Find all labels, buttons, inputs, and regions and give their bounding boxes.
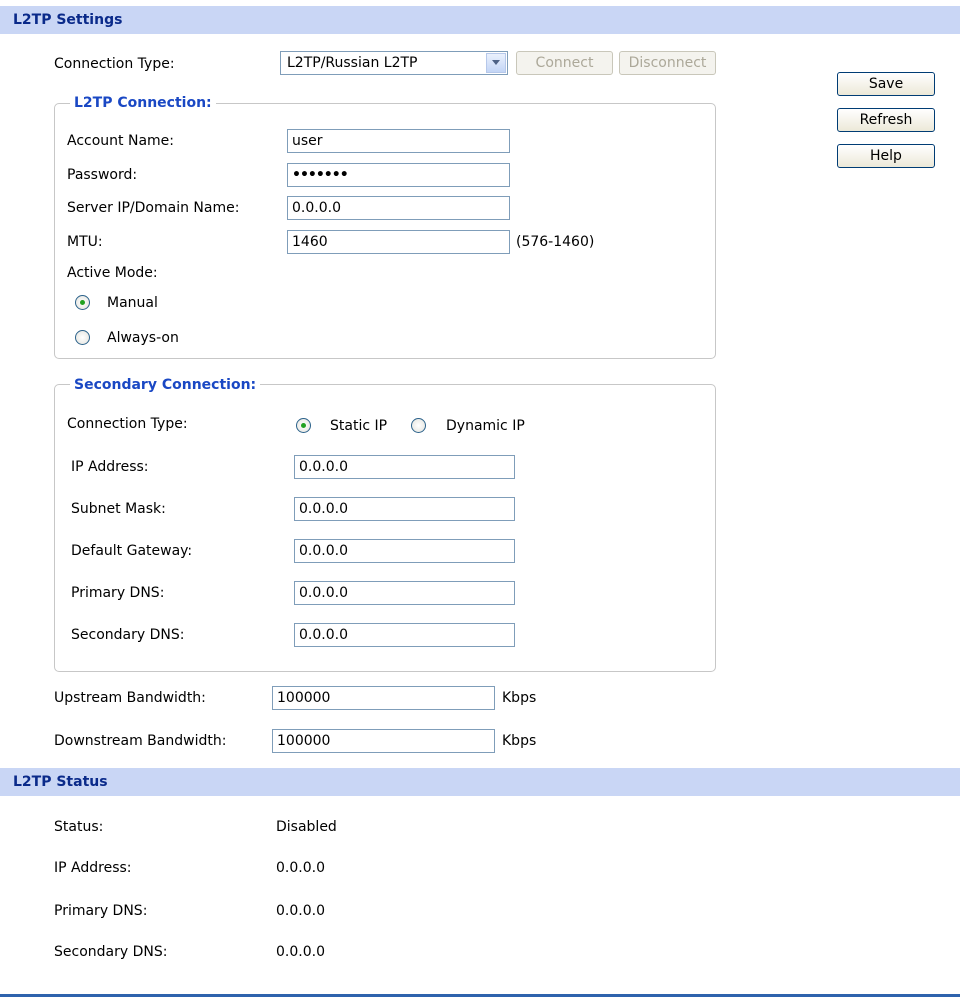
server-input[interactable]: 0.0.0.0 xyxy=(287,196,510,220)
disconnect-button[interactable]: Disconnect xyxy=(619,51,716,75)
status-value: Disabled xyxy=(276,819,337,835)
secondary-connection-type-label: Connection Type: xyxy=(67,416,188,432)
secondary-primary-dns-label: Primary DNS: xyxy=(71,585,165,601)
upstream-bandwidth-input[interactable]: 100000 xyxy=(272,686,495,710)
upstream-bandwidth-label: Upstream Bandwidth: xyxy=(54,690,206,706)
downstream-bandwidth-input[interactable]: 100000 xyxy=(272,729,495,753)
downstream-unit: Kbps xyxy=(502,733,537,749)
subnet-mask-label: Subnet Mask: xyxy=(71,501,166,517)
always-on-label: Always-on xyxy=(107,330,179,346)
downstream-bandwidth-label: Downstream Bandwidth: xyxy=(54,733,227,749)
help-button[interactable]: Help xyxy=(837,144,935,168)
secondary-primary-dns-input[interactable]: 0.0.0.0 xyxy=(294,581,515,605)
status-ip-address-label: IP Address: xyxy=(54,860,132,876)
mtu-label: MTU: xyxy=(67,234,103,250)
status-label: Status: xyxy=(54,819,104,835)
mtu-input[interactable]: 1460 xyxy=(287,230,510,254)
bottom-divider xyxy=(0,994,960,997)
default-gateway-label: Default Gateway: xyxy=(71,543,193,559)
password-label: Password: xyxy=(67,167,138,183)
static-ip-label: Static IP xyxy=(330,418,388,434)
chevron-down-icon xyxy=(486,53,506,73)
connection-type-select[interactable] xyxy=(280,51,508,75)
refresh-button[interactable]: Refresh xyxy=(837,108,935,132)
dynamic-ip-label: Dynamic IP xyxy=(446,418,525,434)
l2tp-settings-header: L2TP Settings xyxy=(0,6,960,34)
connection-type-label: Connection Type: xyxy=(54,56,175,72)
l2tp-connection-legend: L2TP Connection: xyxy=(70,95,216,111)
dynamic-ip-radio[interactable] xyxy=(411,418,426,433)
manual-label: Manual xyxy=(107,295,158,311)
static-ip-radio[interactable] xyxy=(296,418,311,433)
save-button[interactable]: Save xyxy=(837,72,935,96)
server-label: Server IP/Domain Name: xyxy=(67,200,240,216)
manual-radio[interactable] xyxy=(75,295,90,310)
subnet-mask-input[interactable]: 0.0.0.0 xyxy=(294,497,515,521)
status-primary-dns-label: Primary DNS: xyxy=(54,903,148,919)
secondary-secondary-dns-label: Secondary DNS: xyxy=(71,627,185,643)
l2tp-status-header: L2TP Status xyxy=(0,768,960,796)
secondary-connection-legend: Secondary Connection: xyxy=(70,377,260,393)
default-gateway-input[interactable]: 0.0.0.0 xyxy=(294,539,515,563)
status-primary-dns-value: 0.0.0.0 xyxy=(276,903,325,919)
account-name-label: Account Name: xyxy=(67,133,174,149)
secondary-secondary-dns-input[interactable]: 0.0.0.0 xyxy=(294,623,515,647)
upstream-unit: Kbps xyxy=(502,690,537,706)
secondary-ip-address-input[interactable]: 0.0.0.0 xyxy=(294,455,515,479)
mtu-hint: (576-1460) xyxy=(516,234,595,250)
secondary-ip-address-label: IP Address: xyxy=(71,459,149,475)
always-on-radio[interactable] xyxy=(75,330,90,345)
active-mode-label: Active Mode: xyxy=(67,265,158,281)
connection-type-value: L2TP/Russian L2TP xyxy=(287,55,418,71)
status-secondary-dns-label: Secondary DNS: xyxy=(54,944,168,960)
status-secondary-dns-value: 0.0.0.0 xyxy=(276,944,325,960)
password-input[interactable]: ••••••• xyxy=(287,163,510,187)
connect-button[interactable]: Connect xyxy=(516,51,613,75)
status-ip-address-value: 0.0.0.0 xyxy=(276,860,325,876)
account-name-input[interactable]: user xyxy=(287,129,510,153)
